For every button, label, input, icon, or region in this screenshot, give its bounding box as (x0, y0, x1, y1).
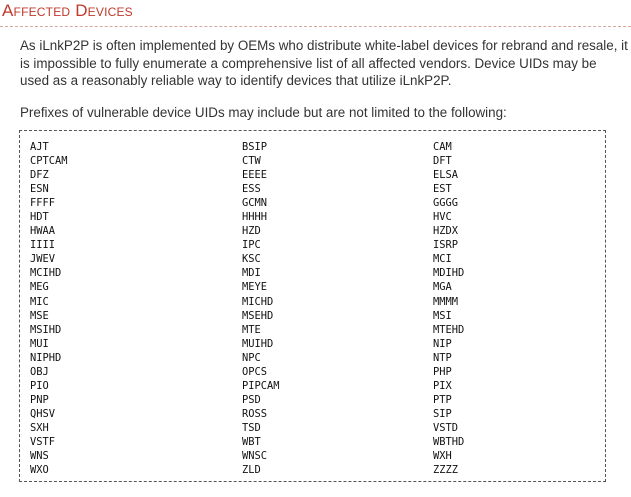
intro-paragraph: As iLnkP2P is often implemented by OEMs who distribute white-label devices for rebrand and resale, it is impossible to fully enumerate a comprehensive list of all affected vendors. Device UIDs may be used as a reasonably reliable way to identify devices that utilize iLnkP2P. (20, 38, 628, 88)
heading-divider (0, 26, 631, 27)
uid-prefix: VSTF (30, 435, 56, 448)
prefix-column-1 (30, 140, 68, 477)
uid-prefix: MSI (433, 309, 452, 322)
uid-prefix: MIC (30, 295, 49, 308)
uid-prefix: MDI (242, 267, 261, 280)
uid-prefix: HHHH (242, 211, 268, 224)
uid-prefix: EST (433, 183, 452, 196)
uid-prefix: MGA (433, 281, 452, 294)
prefix-column-3 (433, 140, 464, 477)
uid-prefix: TSD (242, 421, 261, 434)
uid-prefix: GCMN (242, 197, 268, 210)
uid-prefix: MSIHD (30, 323, 62, 336)
uid-prefix: EEEE (242, 169, 268, 182)
uid-prefix: OBJ (30, 365, 49, 378)
uid-prefix: IPC (242, 239, 261, 252)
uid-prefix: JWEV (30, 253, 56, 266)
uid-prefix: MCI (433, 253, 452, 266)
uid-prefix: MSEHD (242, 309, 274, 322)
uid-prefix: MICHD (242, 295, 274, 308)
uid-prefix: WXH (433, 450, 452, 463)
prefix-code-block (19, 130, 606, 482)
section-heading: Affected Devices (2, 1, 133, 20)
uid-prefix: HZD (242, 225, 261, 238)
uid-prefix: GGGG (433, 197, 459, 210)
uid-prefix: HWAA (30, 225, 56, 238)
uid-prefix: NTP (433, 351, 452, 364)
uid-prefix: HVC (433, 211, 452, 224)
uid-prefix: PIO (30, 379, 49, 392)
uid-prefix: PTP (433, 393, 452, 406)
uid-prefix: WBTHD (433, 435, 465, 448)
uid-prefix: MDIHD (433, 267, 465, 280)
uid-prefix: QHSV (30, 407, 56, 420)
uid-prefix: CAM (433, 141, 452, 153)
uid-prefix: ZZZZ (433, 464, 459, 477)
uid-prefix: NPC (242, 351, 261, 364)
uid-prefix: OPCS (242, 365, 268, 378)
uid-prefix: PSD (242, 393, 261, 406)
prefix-column-2 (242, 140, 280, 477)
uid-prefix: MUI (30, 337, 49, 350)
uid-prefix: SIP (433, 407, 452, 420)
uid-prefix: VSTD (433, 421, 459, 434)
uid-prefix: ESN (30, 183, 49, 196)
uid-prefix: FFFF (30, 197, 56, 210)
uid-prefix: CPTCAM (30, 155, 68, 168)
uid-prefix: ROSS (242, 407, 268, 420)
uid-prefix: HZDX (433, 225, 459, 238)
uid-prefix: WXO (30, 464, 49, 477)
uid-prefix: ZLD (242, 464, 261, 477)
uid-prefix: PIX (433, 379, 452, 392)
uid-prefix: AJT (30, 141, 49, 153)
uid-prefix: NIP (433, 337, 452, 350)
uid-prefix: ELSA (433, 169, 459, 182)
uid-prefix: MTEHD (433, 323, 465, 336)
uid-prefix: PIPCAM (242, 379, 280, 392)
uid-prefix: DFT (433, 155, 452, 168)
uid-prefix: BSIP (242, 141, 268, 153)
uid-prefix: WNSC (242, 450, 268, 463)
uid-prefix: MMMM (433, 295, 459, 308)
uid-prefix: PNP (30, 393, 49, 406)
uid-prefix: MUIHD (242, 337, 274, 350)
uid-prefix: MSE (30, 309, 49, 322)
uid-prefix: CTW (242, 155, 261, 168)
uid-prefix: NIPHD (30, 351, 62, 364)
uid-prefix: WNS (30, 450, 49, 463)
uid-prefix: ISRP (433, 239, 459, 252)
uid-prefix: MCIHD (30, 267, 62, 280)
uid-prefix: PHP (433, 365, 452, 378)
uid-prefix: MTE (242, 323, 261, 336)
uid-prefix: SXH (30, 421, 49, 434)
prefix-caption: Prefixes of vulnerable device UIDs may include but are not limited to the following: (20, 105, 507, 120)
uid-prefix: IIII (30, 239, 56, 252)
uid-prefix: MEYE (242, 281, 268, 294)
uid-prefix: MEG (30, 281, 49, 294)
uid-prefix: KSC (242, 253, 261, 266)
uid-prefix: WBT (242, 435, 261, 448)
uid-prefix: DFZ (30, 169, 49, 182)
uid-prefix: ESS (242, 183, 261, 196)
uid-prefix: HDT (30, 211, 49, 224)
